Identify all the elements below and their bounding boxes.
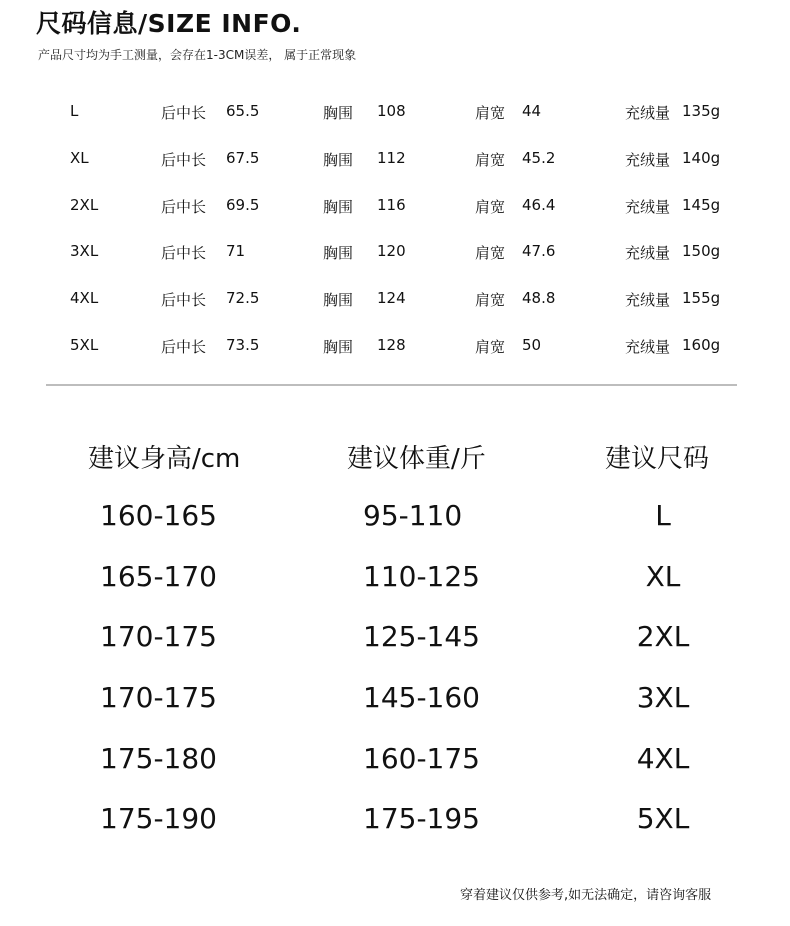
down-fill-label: 充绒量 bbox=[625, 244, 671, 262]
down-fill-value: 155g bbox=[682, 289, 721, 307]
shoulder-label: 肩宽 bbox=[475, 244, 506, 262]
length-label: 后中长 bbox=[161, 291, 207, 309]
shoulder-label: 肩宽 bbox=[475, 104, 506, 122]
spec-row bbox=[0, 242, 790, 264]
length-value: 67.5 bbox=[226, 149, 260, 167]
down-fill-label: 充绒量 bbox=[625, 198, 671, 216]
down-fill-label: 充绒量 bbox=[625, 104, 671, 122]
weight-range: 125-145 bbox=[363, 620, 480, 653]
spec-size: 2XL bbox=[70, 196, 99, 214]
recommended-size: 4XL bbox=[636, 742, 690, 775]
weight-range: 175-195 bbox=[363, 802, 480, 835]
chest-value: 124 bbox=[377, 289, 406, 307]
recommended-size: XL bbox=[645, 560, 681, 593]
weight-range: 145-160 bbox=[363, 681, 480, 714]
page-title: 尺码信息/SIZE INFO. bbox=[36, 9, 302, 38]
chest-value: 112 bbox=[377, 149, 406, 167]
shoulder-value: 44 bbox=[522, 102, 542, 120]
spec-size: 5XL bbox=[70, 336, 99, 354]
spec-row bbox=[0, 102, 790, 124]
height-header: 建议身高/cm bbox=[88, 444, 241, 474]
weight-range: 110-125 bbox=[363, 560, 480, 593]
spec-size: L bbox=[70, 102, 79, 120]
height-range: 160-165 bbox=[100, 499, 217, 532]
length-label: 后中长 bbox=[161, 244, 207, 262]
shoulder-label: 肩宽 bbox=[475, 291, 506, 309]
length-value: 72.5 bbox=[226, 289, 260, 307]
down-fill-label: 充绒量 bbox=[625, 151, 671, 169]
recommended-size: L bbox=[655, 499, 671, 532]
down-fill-value: 145g bbox=[682, 196, 721, 214]
chest-label: 胸围 bbox=[323, 198, 354, 216]
down-fill-value: 140g bbox=[682, 149, 721, 167]
shoulder-label: 肩宽 bbox=[475, 198, 506, 216]
chest-value: 116 bbox=[377, 196, 406, 214]
down-fill-label: 充绒量 bbox=[625, 338, 671, 356]
size-header: 建议尺码 bbox=[605, 444, 710, 474]
length-value: 73.5 bbox=[226, 336, 260, 354]
down-fill-value: 160g bbox=[682, 336, 721, 354]
chest-label: 胸围 bbox=[323, 338, 354, 356]
shoulder-label: 肩宽 bbox=[475, 151, 506, 169]
weight-range: 160-175 bbox=[363, 742, 480, 775]
length-label: 后中长 bbox=[161, 104, 207, 122]
length-value: 71 bbox=[226, 242, 246, 260]
length-label: 后中长 bbox=[161, 338, 207, 356]
recommended-size: 5XL bbox=[636, 802, 690, 835]
fit-disclaimer: 穿着建议仅供参考,如无法确定，请咨询客服 bbox=[460, 888, 712, 903]
height-range: 175-190 bbox=[100, 802, 217, 835]
height-range: 175-180 bbox=[100, 742, 217, 775]
chest-value: 108 bbox=[377, 102, 406, 120]
down-fill-value: 135g bbox=[682, 102, 721, 120]
chest-value: 120 bbox=[377, 242, 406, 260]
spec-size: 3XL bbox=[70, 242, 99, 260]
shoulder-value: 48.8 bbox=[522, 289, 556, 307]
chest-label: 胸围 bbox=[323, 291, 354, 309]
down-fill-label: 充绒量 bbox=[625, 291, 671, 309]
shoulder-label: 肩宽 bbox=[475, 338, 506, 356]
length-label: 后中长 bbox=[161, 151, 207, 169]
recommend-row bbox=[0, 802, 790, 838]
section-divider bbox=[46, 384, 737, 386]
chest-label: 胸围 bbox=[323, 244, 354, 262]
shoulder-value: 50 bbox=[522, 336, 542, 354]
chest-label: 胸围 bbox=[323, 104, 354, 122]
shoulder-value: 47.6 bbox=[522, 242, 556, 260]
chest-value: 128 bbox=[377, 336, 406, 354]
length-label: 后中长 bbox=[161, 198, 207, 216]
length-value: 69.5 bbox=[226, 196, 260, 214]
length-value: 65.5 bbox=[226, 102, 260, 120]
spec-row bbox=[0, 289, 790, 311]
recommend-row bbox=[0, 681, 790, 717]
measurement-note: 产品尺寸均为手工测量，会存在1-3CM误差， 属于正常现象 bbox=[38, 48, 357, 62]
chest-label: 胸围 bbox=[323, 151, 354, 169]
height-range: 165-170 bbox=[100, 560, 217, 593]
spec-row bbox=[0, 149, 790, 171]
weight-range: 95-110 bbox=[363, 499, 463, 532]
spec-size: 4XL bbox=[70, 289, 99, 307]
recommended-size: 3XL bbox=[636, 681, 690, 714]
recommend-row bbox=[0, 742, 790, 778]
height-range: 170-175 bbox=[100, 681, 217, 714]
spec-size: XL bbox=[70, 149, 89, 167]
height-range: 170-175 bbox=[100, 620, 217, 653]
recommend-row bbox=[0, 560, 790, 596]
recommend-row bbox=[0, 499, 790, 535]
down-fill-value: 150g bbox=[682, 242, 721, 260]
shoulder-value: 45.2 bbox=[522, 149, 556, 167]
spec-row bbox=[0, 336, 790, 358]
recommend-row bbox=[0, 620, 790, 656]
spec-row bbox=[0, 196, 790, 218]
recommended-size: 2XL bbox=[636, 620, 690, 653]
shoulder-value: 46.4 bbox=[522, 196, 556, 214]
weight-header: 建议体重/斤 bbox=[347, 444, 486, 474]
